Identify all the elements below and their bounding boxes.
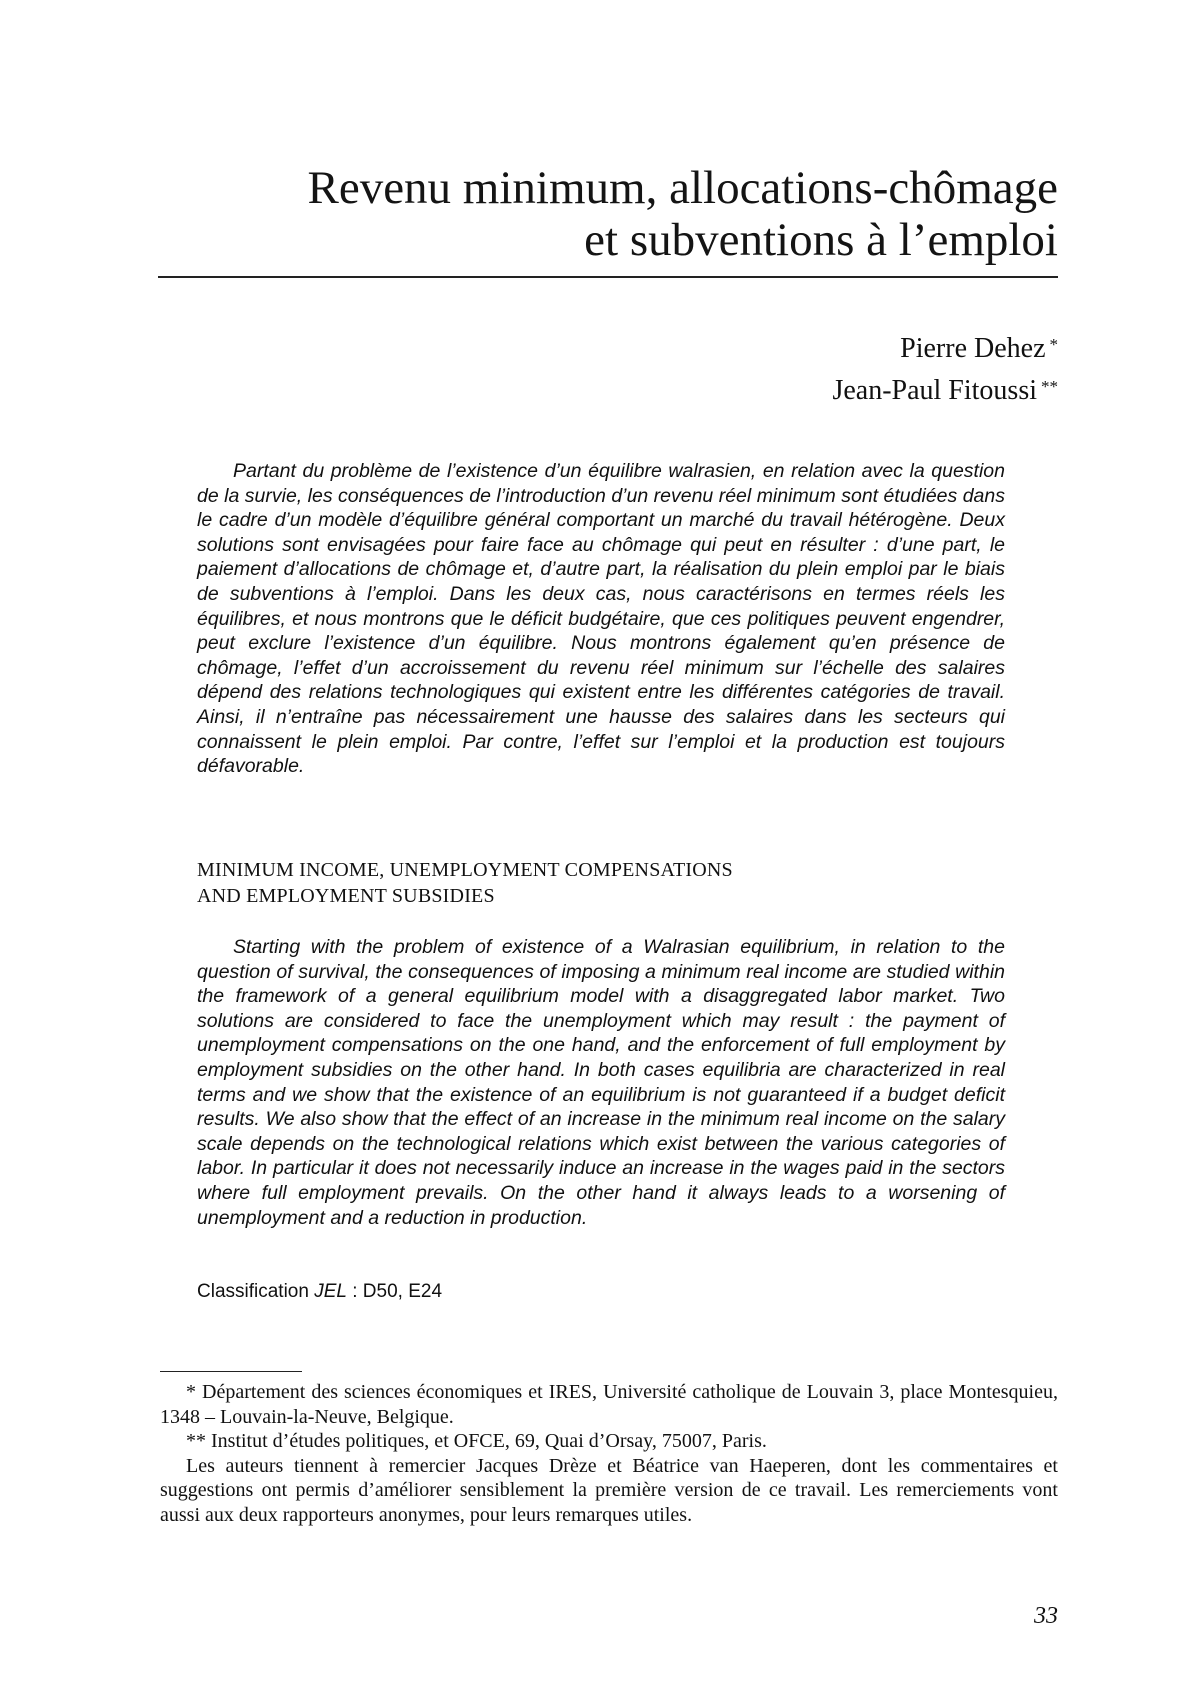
title-rule <box>158 276 1058 278</box>
english-title-line-1: MINIMUM INCOME, UNEMPLOYMENT COMPENSATIONS <box>197 859 733 881</box>
abstract-english: Starting with the problem of existence of a Walrasian equilibrium, in relation to the question of survival, the consequences of imposing a minimum real income are studied within the framework of a general equilibrium model with a disaggregated labor market. Two solutions are considered to face the unemployment which may result : the payment of unemployment compensations on the one hand, and the enforcement of full employment by employment subsidies on the other hand. In both cases equilibria are characterized in real terms and we show that the existence of an equilibrium is not guaranteed if a budget deficit results. We also show that the effect of an increase in the minimum real income on the salary scale depends on the technological relations which exist between the various categories of labor. In particular it does not necessarily induce an increase in the wages paid in the sectors where full employment prevails. On the other hand it always leads to a worsening of unemployment and a reduction in production. <box>197 936 1005 1229</box>
author-2 <box>600 370 1058 412</box>
page-number: 33 <box>1034 1603 1058 1629</box>
english-title <box>197 857 917 909</box>
abstract-french: Partant du problème de l’existence d’un équilibre walrasien, en relation avec la question de la survie, les conséquences de l’introduction d’un revenu réel minimum sont étudiées dans le cadre d’un modèle d’équilibre général comportant un marché du travail hétérogène. Deux solutions sont envisagées pour faire face au chômage qui peut en résulter : d’une part, le paiement d’allocations de chômage et, d’autre part, la réalisation du plein emploi par le biais de subventions à l’emploi. Dans les deux cas, nous caractérisons en termes réels les équilibres, et nous montrons que le déficit budgétaire, que ces politiques peuvent engendrer, peut exclure l’existence d’un équilibre. Nous montrons également qu’en présence de chômage, l’effet d’un accroissement du revenu réel minimum sur l’échelle des salaires dépend des relations technologiques qui existent entre les différentes catégories de travail. Ainsi, il n’entraîne pas nécessairement une hausse des salaires dans les secteurs qui connaissent le plein emploi. Par contre, l’effet sur l’emploi et la production est toujours défavorable. <box>197 460 1005 778</box>
author-footnote-mark: ** <box>1041 377 1058 396</box>
footnote-2: ** Institut d’études politiques, et OFCE, 69, Quai d’Orsay, 75007, Paris. <box>186 1430 767 1452</box>
article-title-line-1: Revenu minimum, allocations-chômage <box>307 162 1058 214</box>
footnote-rule <box>160 1371 302 1372</box>
jel-classification <box>197 1280 442 1304</box>
english-title-line-2: AND EMPLOYMENT SUBSIDIES <box>197 885 495 907</box>
article-title-line-2: et subventions à l’emploi <box>584 214 1058 266</box>
author-list <box>600 328 1058 412</box>
article-title <box>160 162 1058 266</box>
author-name: Jean-Paul Fitoussi <box>832 375 1037 406</box>
author-1 <box>600 328 1058 370</box>
jel-prefix: Classification <box>197 1281 315 1302</box>
jel-codes: : D50, E24 <box>346 1281 443 1302</box>
author-footnote-mark: * <box>1049 335 1058 354</box>
footnote-acknowledgement: Les auteurs tiennent à remercier Jacques Drèze et Béatrice van Haeperen, dont les commentaires et suggestions ont permis d’améliorer sensiblement la première version de ce travail. Les remerciements vont aussi aux deux rapporteurs anonymes, pour leurs remarques utiles. <box>160 1454 1058 1526</box>
jel-label: JEL <box>314 1281 347 1302</box>
footnote-1: * Département des sciences économiques et IRES, Université catholique de Louvain 3, place Montesquieu, 1348 – Louvain-la-Neuve, Belgique. <box>160 1381 1058 1428</box>
footnotes <box>160 1380 1058 1527</box>
author-name: Pierre Dehez <box>900 333 1046 364</box>
